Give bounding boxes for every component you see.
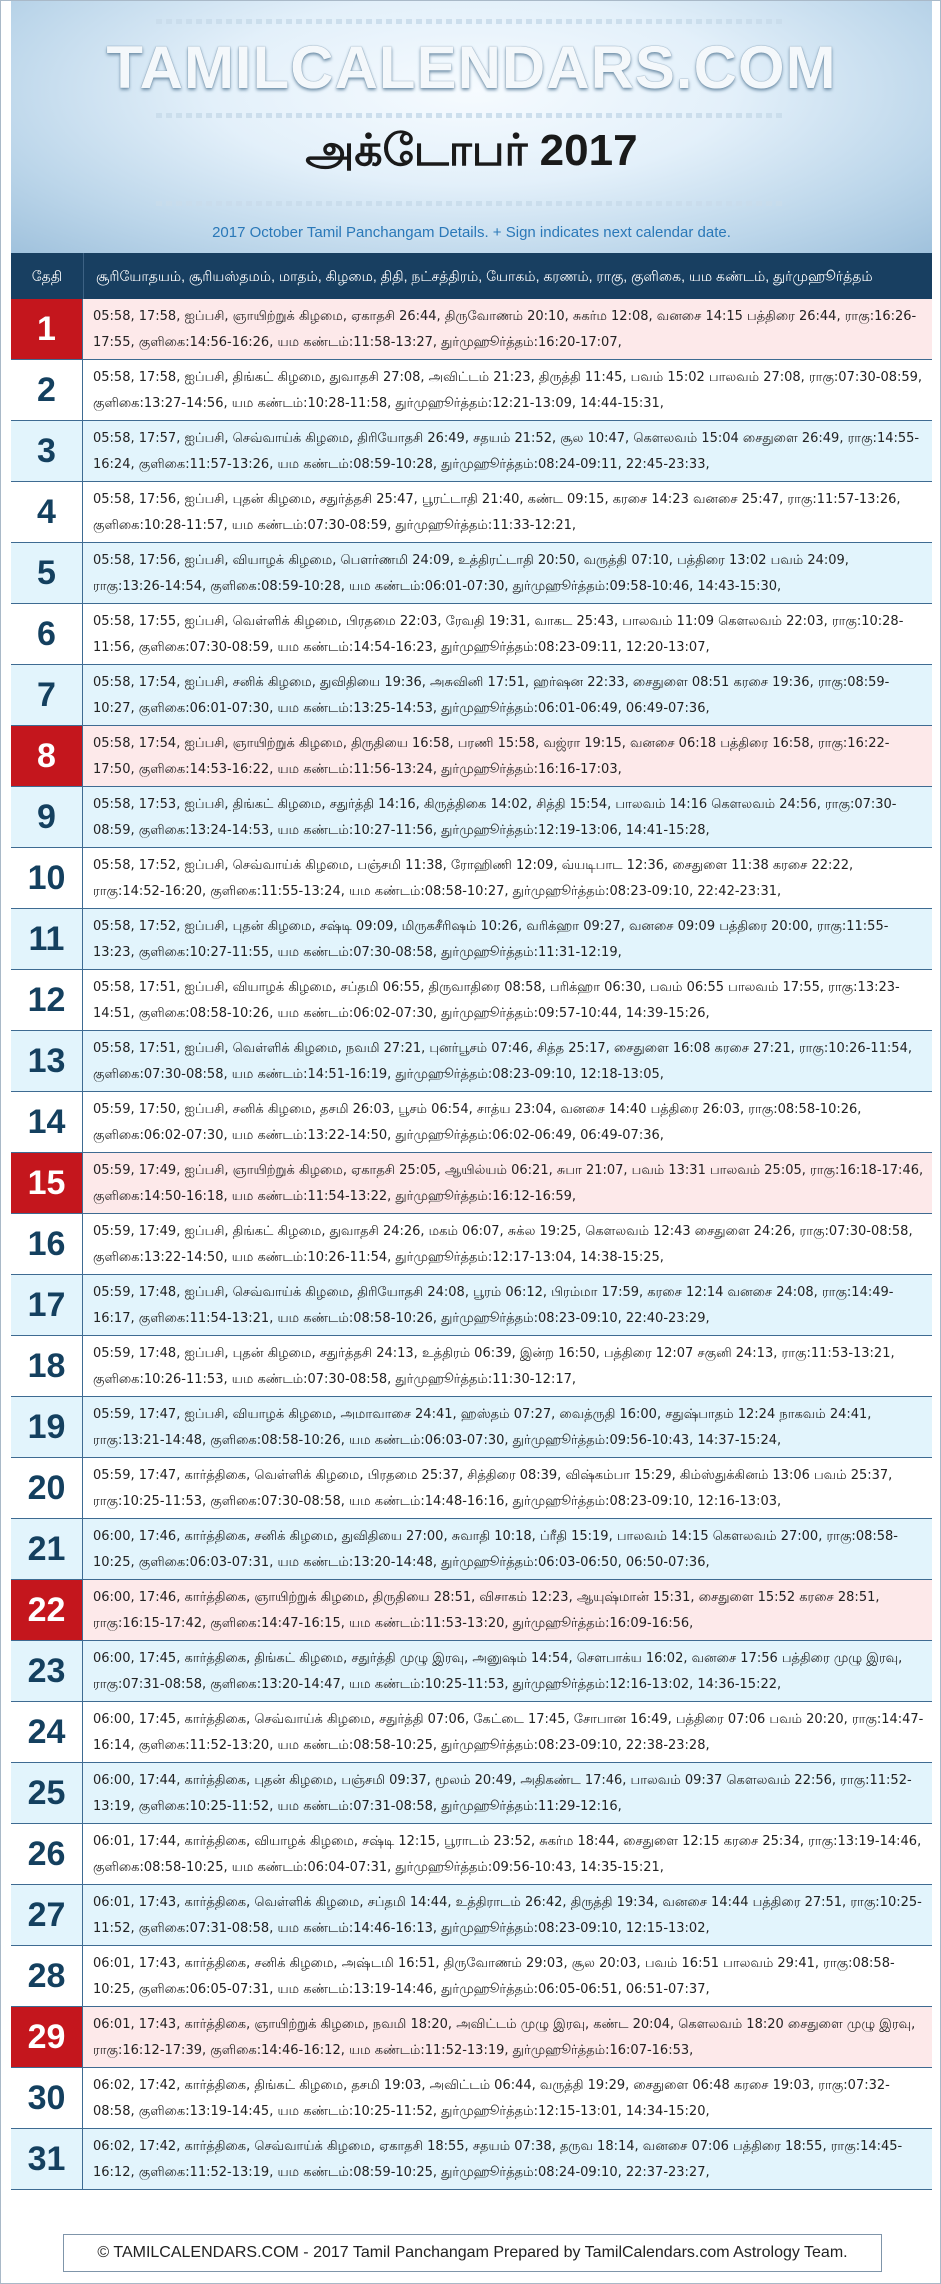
date-cell: 2 — [11, 360, 83, 420]
date-cell: 8 — [11, 726, 83, 786]
date-cell: 22 — [11, 1580, 83, 1640]
table-row — [11, 1275, 932, 1336]
page-subtitle: 2017 October Tamil Panchangam Details. + Sign indicates next calendar date. — [212, 224, 731, 241]
panchangam-table — [11, 299, 932, 2190]
date-cell: 24 — [11, 1702, 83, 1762]
date-cell: 6 — [11, 604, 83, 664]
details-cell: 06:00, 17:44, கார்த்திகை, புதன் கிழமை, பஞ்சமி 09:37, மூலம் 20:49, அதிகண்ட 17:46, பாலவம் 09:37 கௌலவம் 22:56, ராகு:11:52-13:19, குளிகை:10:25-11:52, யம கண்டம்:07:31-08:58, துர்முஹூர்த்தம்:11:29-12:16, — [93, 1773, 912, 1814]
date-cell: 25 — [11, 1763, 83, 1823]
date-cell: 18 — [11, 1336, 83, 1396]
date-cell: 30 — [11, 2068, 83, 2128]
details-cell: 05:59, 17:48, ஐப்பசி, புதன் கிழமை, சதுர்த்தசி 24:13, உத்திரம் 06:39, இன்ற 16:50, பத்திரை 12:07 சகுனி 24:13, ராகு:11:53-13:21, குளிகை:10:26-11:53, யம கண்டம்:07:30-08:58, துர்முஹூர்த்தம்:11:30-12:17, — [93, 1346, 895, 1387]
date-cell: 1 — [11, 299, 83, 359]
details-cell: 05:58, 17:51, ஐப்பசி, வியாழக் கிழமை, சப்தமி 06:55, திருவாதிரை 08:58, பரிக்ஹா 06:30, பவம் 06:55 பாலவம் 17:55, ராகு:13:23-14:51, குளிகை:08:58-10:26, யம கண்டம்:06:02-07:30, துர்முஹூர்த்தம்:09:57-10:44, 14:39-15:26, — [93, 980, 900, 1021]
details-cell: 06:01, 17:43, கார்த்திகை, ஞாயிற்றுக் கிழமை, நவமி 18:20, அவிட்டம் முழு இரவு, கண்ட 20:04, கௌலவம் 18:20 சைதுளை முழு இரவு, ராகு:16:12-17:39, குளிகை:14:46-16:12, யம கண்டம்:11:52-13:19, துர்முஹூர்த்தம்:16:07-16:53, — [93, 2017, 916, 2058]
details-cell: 05:58, 17:57, ஐப்பசி, செவ்வாய்க் கிழமை, திரியோதசி 26:49, சதயம் 21:52, சூல 10:47, கௌலவம் 15:04 சைதுளை 26:49, ராகு:14:55-16:24, குளிகை:11:57-13:26, யம கண்டம்:08:59-10:28, துர்முஹூர்த்தம்:08:24-09:11, 22:45-23:33, — [93, 431, 920, 472]
date-cell: 29 — [11, 2007, 83, 2067]
details-cell: 05:58, 17:54, ஐப்பசி, ஞாயிற்றுக் கிழமை, திருதியை 16:58, பரணி 15:58, வஜ்ரா 19:15, வனசை 06:18 பத்திரை 16:58, ராகு:16:22-17:50, குளிகை:14:53-16:22, யம கண்டம்:11:56-13:24, துர்முஹூர்த்தம்:16:16-17:03, — [93, 736, 890, 777]
table-row — [11, 1824, 932, 1885]
table-row — [11, 1458, 932, 1519]
details-cell: 05:59, 17:47, ஐப்பசி, வியாழக் கிழமை, அமாவாசை 24:41, ஹஸ்தம் 07:27, வைத்ருதி 16:00, சதுஷ்பாதம் 12:24 நாகவம் 24:41, ராகு:13:21-14:48, குளிகை:08:58-10:26, யம கண்டம்:06:03-07:30, துர்முஹூர்த்தம்:09:56-10:43, 14:37-15:24, — [93, 1407, 872, 1448]
details-cell: 05:58, 17:53, ஐப்பசி, திங்கட் கிழமை, சதுர்த்தி 14:16, கிருத்திகை 14:02, சித்தி 15:54, பாலவம் 14:16 கௌலவம் 24:56, ராகு:07:30-08:59, குளிகை:13:24-14:53, யம கண்டம்:10:27-11:56, துர்முஹூர்த்தம்:12:19-13:06, 14:41-15:28, — [93, 797, 897, 838]
details-cell: 05:59, 17:50, ஐப்பசி, சனிக் கிழமை, தசமி 26:03, பூசம் 06:54, சாத்ய 23:04, வனசை 14:40 பத்திரை 26:03, ராகு:08:58-10:26, குளிகை:06:02-07:30, யம கண்டம்:13:22-14:50, துர்முஹூர்த்தம்:06:02-06:49, 06:49-07:36, — [93, 1102, 862, 1143]
table-row — [11, 1153, 932, 1214]
date-cell: 9 — [11, 787, 83, 847]
month-title: அக்டோபர் 2017 — [305, 126, 638, 175]
date-cell: 11 — [11, 909, 83, 969]
table-row — [11, 421, 932, 482]
column-header-details: சூரியோதயம், சூரியஸ்தமம், மாதம், கிழமை, திதி, நட்சத்திரம், யோகம், கரணம், ராகு, குளிகை, யம கண்டம், துர்முஹூர்த்தம் — [96, 268, 873, 284]
table-row — [11, 970, 932, 1031]
details-cell: 06:02, 17:42, கார்த்திகை, செவ்வாய்க் கிழமை, ஏகாதசி 18:55, சதயம் 07:38, தருவ 18:14, வனசை 07:06 பத்திரை 18:55, ராகு:14:45-16:12, குளிகை:11:52-13:19, யம கண்டம்:08:59-10:25, துர்முஹூர்த்தம்:08:24-09:10, 22:37-23:27, — [93, 2139, 903, 2180]
date-cell: 31 — [11, 2129, 83, 2189]
details-cell: 06:00, 17:45, கார்த்திகை, திங்கட் கிழமை, சதுர்த்தி முழு இரவு, அனுஷம் 14:54, சௌபாக்ய 16:02, வனசை 17:56 பத்திரை முழு இரவு, ராகு:07:31-08:58, குளிகை:13:20-14:47, யம கண்டம்:10:25-11:53, துர்முஹூர்த்தம்:12:16-13:02, 14:36-15:22, — [93, 1651, 903, 1692]
table-row — [11, 909, 932, 970]
details-cell: 05:58, 17:54, ஐப்பசி, சனிக் கிழமை, துவிதியை 19:36, அசுவினி 17:51, ஹர்ஷன 22:33, சைதுளை 08:51 கரசை 19:36, ராகு:08:59-10:27, குளிகை:06:01-07:30, யம கண்டம்:13:25-14:53, துர்முஹூர்த்தம்:06:01-06:49, 06:49-07:36, — [93, 675, 890, 716]
date-cell: 16 — [11, 1214, 83, 1274]
table-row — [11, 1092, 932, 1153]
details-cell: 05:58, 17:51, ஐப்பசி, வெள்ளிக் கிழமை, நவமி 27:21, புனர்பூசம் 07:46, சித்த 25:17, சைதுளை 16:08 கரசை 27:21, ராகு:10:26-11:54, குளிகை:07:30-08:58, யம கண்டம்:14:51-16:19, துர்முஹூர்த்தம்:08:23-09:10, 12:18-13:05, — [93, 1041, 912, 1082]
date-cell: 17 — [11, 1275, 83, 1335]
date-cell: 23 — [11, 1641, 83, 1701]
details-cell: 05:58, 17:56, ஐப்பசி, வியாழக் கிழமை, பௌர்ணமி 24:09, உத்திரட்டாதி 20:50, வருத்தி 07:10, பத்திரை 13:02 பவம் 24:09, ராகு:13:26-14:54, குளிகை:08:59-10:28, யம கண்டம்:06:01-07:30, துர்முஹூர்த்தம்:09:58-10:46, 14:43-15:30, — [93, 553, 849, 594]
details-cell: 05:58, 17:58, ஐப்பசி, ஞாயிற்றுக் கிழமை, ஏகாதசி 26:44, திருவோணம் 20:10, சுகர்ம 12:08, வனசை 14:15 பத்திரை 26:44, ராகு:16:26-17:55, குளிகை:14:56-16:26, யம கண்டம்:11:58-13:27, துர்முஹூர்த்தம்:16:20-17:07, — [93, 309, 917, 350]
table-row — [11, 1519, 932, 1580]
date-cell: 4 — [11, 482, 83, 542]
table-row — [11, 2007, 932, 2068]
details-cell: 05:58, 17:58, ஐப்பசி, திங்கட் கிழமை, துவாதசி 27:08, அவிட்டம் 21:23, திருத்தி 11:45, பவம் 15:02 பாலவம் 27:08, ராகு:07:30-08:59, குளிகை:13:27-14:56, யம கண்டம்:10:28-11:58, துர்முஹூர்த்தம்:12:21-13:09, 14:44-15:31, — [93, 370, 923, 411]
details-cell: 06:01, 17:44, கார்த்திகை, வியாழக் கிழமை, சஷ்டி 12:15, பூராடம் 23:52, சுகர்ம 18:44, சைதுளை 12:15 கரசை 25:34, ராகு:13:19-14:46, குளிகை:08:58-10:25, யம கண்டம்:06:04-07:31, துர்முஹூர்த்தம்:09:56-10:43, 14:35-15:21, — [93, 1834, 922, 1875]
details-cell: 06:02, 17:42, கார்த்திகை, திங்கட் கிழமை, தசமி 19:03, அவிட்டம் 06:44, வருத்தி 19:29, சைதுளை 06:48 கரசை 19:03, ராகு:07:32-08:58, குளிகை:13:19-14:45, யம கண்டம்:10:25-11:52, துர்முஹூர்த்தம்:12:15-13:01, 14:34-15:20, — [93, 2078, 890, 2119]
banner — [11, 1, 932, 256]
table-row — [11, 1397, 932, 1458]
date-cell: 12 — [11, 970, 83, 1030]
date-cell: 15 — [11, 1153, 83, 1213]
date-cell: 5 — [11, 543, 83, 603]
table-row — [11, 1214, 932, 1275]
table-row — [11, 1336, 932, 1397]
date-cell: 3 — [11, 421, 83, 481]
table-header — [11, 253, 932, 299]
details-cell: 06:00, 17:45, கார்த்திகை, செவ்வாய்க் கிழமை, சதுர்த்தி 07:06, கேட்டை 17:45, சோபான 16:49, பத்திரை 07:06 பவம் 20:20, ராகு:14:47-16:14, குளிகை:11:52-13:20, யம கண்டம்:08:58-10:25, துர்முஹூர்த்தம்:08:23-09:10, 22:38-23:28, — [93, 1712, 924, 1753]
table-row — [11, 787, 932, 848]
details-cell: 05:59, 17:49, ஐப்பசி, திங்கட் கிழமை, துவாதசி 24:26, மகம் 06:07, சுக்ல 19:25, கௌலவம் 12:43 சைதுளை 24:26, ராகு:07:30-08:58, குளிகை:13:22-14:50, யம கண்டம்:10:26-11:54, துர்முஹூர்த்தம்:12:17-13:04, 14:38-15:25, — [93, 1224, 913, 1265]
date-cell: 14 — [11, 1092, 83, 1152]
table-row — [11, 1641, 932, 1702]
table-row — [11, 1702, 932, 1763]
date-cell: 13 — [11, 1031, 83, 1091]
table-row — [11, 2068, 932, 2129]
details-cell: 05:58, 17:52, ஐப்பசி, செவ்வாய்க் கிழமை, பஞ்சமி 11:38, ரோஹிணி 12:09, வ்யடிபாட 12:36, சைதுளை 11:38 கரசை 22:22, ராகு:14:52-16:20, குளிகை:11:55-13:24, யம கண்டம்:08:58-10:27, துர்முஹூர்த்தம்:08:23-09:10, 22:42-23:31, — [93, 858, 854, 899]
date-cell: 28 — [11, 1946, 83, 2006]
table-row — [11, 2129, 932, 2190]
table-row — [11, 1031, 932, 1092]
details-cell: 05:59, 17:49, ஐப்பசி, ஞாயிற்றுக் கிழமை, ஏகாதசி 25:05, ஆயில்யம் 06:21, சுபா 21:07, பவம் 13:31 பாலவம் 25:05, ராகு:16:18-17:46, குளிகை:14:50-16:18, யம கண்டம்:11:54-13:22, துர்முஹூர்த்தம்:16:12-16:59, — [93, 1163, 924, 1204]
column-header-date: தேதி — [11, 253, 84, 299]
table-row — [11, 1580, 932, 1641]
date-cell: 26 — [11, 1824, 83, 1884]
banner-ornament-bottom — [156, 201, 786, 206]
details-cell: 05:59, 17:48, ஐப்பசி, செவ்வாய்க் கிழமை, திரியோதசி 24:08, பூரம் 06:12, பிரம்மா 17:59, கரசை 12:14 வனசை 24:08, ராகு:14:49-16:17, குளிகை:11:54-13:21, யம கண்டம்:08:58-10:26, துர்முஹூர்த்தம்:08:23-09:10, 22:40-23:29, — [93, 1285, 894, 1326]
table-row — [11, 1763, 932, 1824]
table-row — [11, 726, 932, 787]
details-cell: 06:00, 17:46, கார்த்திகை, சனிக் கிழமை, துவிதியை 27:00, சுவாதி 10:18, ப்ரீதி 15:19, பாலவம் 14:15 கௌலவம் 27:00, ராகு:08:58-10:25, குளிகை:06:03-07:31, யம கண்டம்:13:20-14:48, துர்முஹூர்த்தம்:06:03-06:50, 06:50-07:36, — [93, 1529, 898, 1570]
table-row — [11, 665, 932, 726]
details-cell: 05:58, 17:55, ஐப்பசி, வெள்ளிக் கிழமை, பிரதமை 22:03, ரேவதி 19:31, வாகட 25:43, பாலவம் 11:09 கௌலவம் 22:03, ராகு:10:28-11:56, குளிகை:07:30-08:59, யம கண்டம்:14:54-16:23, துர்முஹூர்த்தம்:08:23-09:11, 12:20-13:07, — [93, 614, 904, 655]
table-row — [11, 482, 932, 543]
details-cell: 06:01, 17:43, கார்த்திகை, சனிக் கிழமை, அஷ்டமி 16:51, திருவோணம் 29:03, சூல 20:03, பவம் 16:51 பாலவம் 29:41, ராகு:08:58-10:25, குளிகை:06:05-07:31, யம கண்டம்:13:19-14:46, துர்முஹூர்த்தம்:06:05-06:51, 06:51-07:37, — [93, 1956, 895, 1997]
details-cell: 05:58, 17:52, ஐப்பசி, புதன் கிழமை, சஷ்டி 09:09, மிருகசீரிஷம் 10:26, வரிக்ஹா 09:27, வனசை 09:09 பத்திரை 20:00, ராகு:11:55-13:23, குளிகை:10:27-11:55, யம கண்டம்:07:30-08:58, துர்முஹூர்த்தம்:11:31-12:19, — [93, 919, 889, 960]
date-cell: 21 — [11, 1519, 83, 1579]
banner-ornament-top — [156, 19, 786, 24]
table-row — [11, 299, 932, 360]
details-cell: 06:00, 17:46, கார்த்திகை, ஞாயிற்றுக் கிழமை, திருதியை 28:51, விசாகம் 12:23, ஆயுஷ்மான் 15:31, சைதுளை 15:52 கரசை 28:51, ராகு:16:15-17:42, குளிகை:14:47-16:15, யம கண்டம்:11:53-13:20, துர்முஹூர்த்தம்:16:09-16:56, — [93, 1590, 880, 1631]
date-cell: 27 — [11, 1885, 83, 1945]
table-row — [11, 1946, 932, 2007]
details-cell: 05:58, 17:56, ஐப்பசி, புதன் கிழமை, சதுர்த்தசி 25:47, பூரட்டாதி 21:40, கண்ட 09:15, கரசை 14:23 வனசை 25:47, ராகு:11:57-13:26, குளிகை:10:28-11:57, யம கண்டம்:07:30-08:59, துர்முஹூர்த்தம்:11:33-12:21, — [93, 492, 901, 533]
date-cell: 10 — [11, 848, 83, 908]
table-row — [11, 604, 932, 665]
table-row — [11, 848, 932, 909]
table-row — [11, 1885, 932, 1946]
date-cell: 7 — [11, 665, 83, 725]
table-row — [11, 543, 932, 604]
details-cell: 06:01, 17:43, கார்த்திகை, வெள்ளிக் கிழமை, சப்தமி 14:44, உத்திராடம் 26:42, திருத்தி 19:34, வனசை 14:44 பத்திரை 27:51, ராகு:10:25-11:52, குளிகை:07:31-08:58, யம கண்டம்:14:46-16:13, துர்முஹூர்த்தம்:08:23-09:10, 12:15-13:02, — [93, 1895, 922, 1936]
banner-ornament-middle — [156, 113, 786, 118]
footer-copyright: © TAMILCALENDARS.COM - 2017 Tamil Panchangam Prepared by TamilCalendars.com Astrology Team. — [63, 2234, 882, 2272]
date-cell: 19 — [11, 1397, 83, 1457]
table-row — [11, 360, 932, 421]
details-cell: 05:59, 17:47, கார்த்திகை, வெள்ளிக் கிழமை, பிரதமை 25:37, சித்திரை 08:39, விஷ்கம்பா 15:29, கிம்ஸ்துக்கினம் 13:06 பவம் 25:37, ராகு:10:25-11:53, குளிகை:07:30-08:58, யம கண்டம்:14:48-16:16, துர்முஹூர்த்தம்:08:23-09:10, 12:16-13:03, — [93, 1468, 893, 1509]
site-title: TAMILCALENDARS.COM — [106, 34, 837, 101]
date-cell: 20 — [11, 1458, 83, 1518]
